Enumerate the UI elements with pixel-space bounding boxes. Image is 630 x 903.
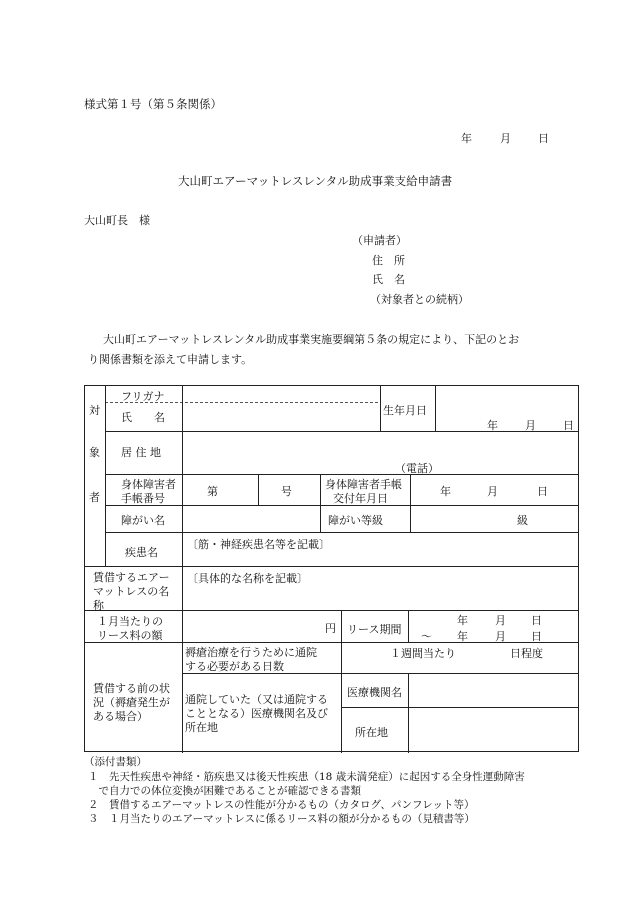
- target-char-3: 者: [89, 491, 100, 504]
- birthdate-day: 日: [563, 419, 574, 432]
- pre-status-label-2: 況（褥瘡発生が: [93, 696, 170, 709]
- pre-status-label-1: 賃借する前の状: [93, 682, 170, 695]
- visit-days-label-2: する必要がある日数: [185, 660, 284, 673]
- applicant-name-label: 氏 名: [372, 273, 405, 286]
- lease-to-month: 月: [495, 630, 506, 643]
- target-char-2: 象: [89, 446, 100, 459]
- date-month: 月: [500, 132, 511, 145]
- hospital-label-1: 通院していた（又は通院する: [185, 693, 328, 706]
- handbook-number-label-1: 身体障害者: [121, 478, 176, 491]
- mattress-label-1: 賃借するエアー: [93, 571, 170, 584]
- hospital-label-3: 所在地: [185, 721, 218, 734]
- attachment-item-3: ３ １月当たりのエアーマットレスに係るリース料の額が分かるもの（見積書等）: [88, 813, 475, 825]
- attachment-item-1: １ 先天性疾患や神経・筋疾患又は後天性疾患（18 歳未満発症）に起因する全身性運動障害: [88, 771, 525, 783]
- handbook-number-label-2: 手帳番号: [121, 492, 165, 505]
- disability-name-label: 障がい名: [121, 514, 165, 527]
- hospital-address-label: 所在地: [355, 726, 388, 739]
- birthdate-label: 生年月日: [383, 404, 427, 417]
- mattress-label-3: 称: [93, 599, 104, 612]
- furigana-label: フリガナ: [121, 390, 165, 403]
- application-table: [84, 385, 579, 752]
- handbook-date-month: 月: [487, 485, 498, 498]
- lease-to-day: 日: [531, 630, 542, 643]
- phone-label: （電話）: [395, 462, 439, 475]
- applicant-address-label: 住 所: [372, 254, 405, 267]
- lease-period-tilde: ～: [421, 630, 432, 643]
- attachment-item-2: ２ 賃借するエアーマットレスの性能が分かるもの（カタログ、パンフレット等）: [88, 799, 475, 811]
- visit-days-prefix: １週間当たり: [390, 647, 456, 660]
- lease-from-year: 年: [457, 614, 468, 627]
- handbook-number-prefix: 第: [207, 485, 218, 498]
- handbook-date-label-2: 交付年月日: [333, 492, 388, 505]
- body-line-2: り関係書類を添えて申請します。: [88, 353, 253, 366]
- birthdate-year: 年: [487, 419, 498, 432]
- lease-to-year: 年: [457, 630, 468, 643]
- target-char-1: 対: [89, 404, 100, 417]
- handbook-date-day: 日: [537, 485, 548, 498]
- monthly-fee-label-2: リース料の額: [97, 629, 163, 642]
- pre-status-label-3: ある場合）: [93, 710, 148, 723]
- disability-grade-label: 障がい等級: [328, 514, 383, 527]
- hospital-name-label: 医療機関名: [347, 686, 402, 699]
- attachments-heading: （添付書類）: [84, 756, 147, 768]
- visit-days-label-1: 褥瘡治療を行うために通院: [185, 646, 317, 659]
- applicant-relation-label: （対象者との続柄）: [370, 293, 469, 306]
- birthdate-month: 月: [525, 419, 536, 432]
- disability-grade-value: 級: [517, 514, 528, 527]
- attachment-item-1-cont: で自力での体位変換が困難であることが確認できる書類: [88, 785, 361, 797]
- form-number: 様式第１号（第５条関係）: [84, 97, 222, 111]
- document-title: 大山町エアーマットレスレンタル助成事業支給申請書: [178, 174, 453, 188]
- lease-period-label: リース期間: [347, 623, 402, 636]
- disease-note: 〔筋・神経疾患名等を記載〕: [187, 538, 330, 551]
- applicant-heading: （申請者）: [352, 234, 407, 247]
- body-line-1: 大山町エアーマットレスレンタル助成事業実施要綱第５条の規定により、下記のとお: [103, 333, 520, 346]
- disease-label: 疾患名: [125, 546, 158, 559]
- monthly-fee-label-1: １月当たりの: [97, 615, 163, 628]
- yen-unit: 円: [325, 622, 336, 635]
- handbook-date-year: 年: [440, 485, 451, 498]
- date-year: 年: [461, 132, 472, 145]
- handbook-number-suffix: 号: [281, 485, 292, 498]
- residence-label: 居 住 地: [121, 446, 161, 459]
- name-label: 氏 名: [121, 411, 165, 424]
- addressee: 大山町長 様: [84, 214, 150, 227]
- lease-from-month: 月: [495, 614, 506, 627]
- date-day: 日: [538, 132, 549, 145]
- handbook-date-label-1: 身体障害者手帳: [325, 478, 402, 491]
- visit-days-suffix: 日程度: [510, 647, 543, 660]
- mattress-label-2: マットレスの名: [93, 585, 170, 598]
- mattress-note: 〔具体的な名称を記載〕: [187, 572, 308, 585]
- hospital-label-2: こととなる）医療機関名及び: [185, 707, 328, 720]
- lease-from-day: 日: [531, 614, 542, 627]
